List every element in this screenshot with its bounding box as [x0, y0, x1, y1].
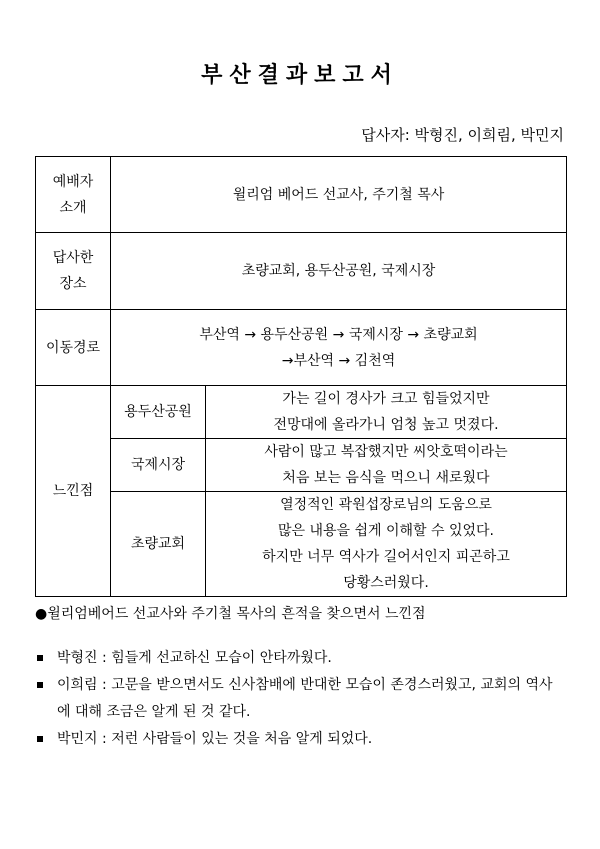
feeling-place: 용두산공원 [111, 386, 206, 439]
row-value-worshipper: 윌리엄 베어드 선교사, 주기철 목사 [111, 157, 567, 233]
feeling-line: 전망대에 올라가니 엄청 높고 멋졌다. [273, 417, 499, 433]
feeling-line: 가는 길이 경사가 크고 힘들었지만 [282, 391, 490, 407]
route-line: →부산역 → 김천역 [281, 352, 396, 369]
label-line: 소개 [59, 199, 87, 216]
reflection-list [35, 645, 565, 753]
feeling-text [206, 386, 567, 439]
route-line: 부산역 → 용두산공원 → 국제시장 → 초량교회 [199, 326, 478, 343]
square-bullet-icon [37, 736, 43, 742]
feeling-line: 처음 보는 음식을 먹으니 새로웠다 [282, 470, 490, 486]
feeling-text [206, 439, 567, 492]
list-item [35, 672, 565, 726]
row-value-route [111, 310, 567, 386]
feeling-line: 많은 내용을 쉽게 이해할 수 있었다. [277, 523, 495, 539]
row-label-worshipper [36, 157, 111, 233]
reflection-section [35, 603, 565, 753]
row-label-places [36, 233, 111, 310]
note-text: 박형진 : 힘들게 선교하신 모습이 안타까웠다. [57, 650, 332, 666]
feeling-text [206, 492, 567, 597]
feeling-line: 사람이 많고 복잡했지만 씨앗호떡이라는 [264, 444, 508, 460]
label-line: 예배자 [52, 173, 94, 190]
document-title: 부산결과보고서 [201, 63, 399, 88]
table-row [36, 233, 567, 310]
feeling-line: 열정적인 곽원섭장로님의 도움으로 [280, 497, 492, 513]
table-row [36, 492, 567, 597]
table-row [36, 157, 567, 233]
report-table [35, 156, 567, 597]
square-bullet-icon [37, 655, 43, 661]
authors-line: 답사자: 박형진, 이희림, 박민지 [361, 126, 564, 144]
row-value-places: 초량교회, 용두산공원, 국제시장 [111, 233, 567, 310]
note-text: 이희림 : 고문을 받으면서도 신사참배에 반대한 모습이 존경스러웠고, 교회의 역사에 대해 조금은 알게 된 것 같다. [57, 677, 553, 720]
table-row [36, 439, 567, 492]
feeling-place: 국제시장 [111, 439, 206, 492]
section-heading: ●윌리엄베어드 선교사와 주기철 목사의 흔적을 찾으면서 느낀점 [35, 606, 426, 622]
row-label-route: 이동경로 [36, 310, 111, 386]
feeling-place: 초량교회 [111, 492, 206, 597]
feeling-line: 하지만 너무 역사가 길어서인지 피곤하고 [262, 549, 510, 565]
note-text: 박민지 : 저런 사람들이 있는 것을 처음 알게 되었다. [57, 731, 373, 747]
label-line: 장소 [59, 276, 87, 292]
row-label-feelings: 느낀점 [36, 386, 111, 597]
table-row [36, 386, 567, 439]
list-item [35, 726, 565, 753]
feeling-line: 당황스러웠다. [343, 575, 429, 591]
label-line: 답사한 [52, 250, 94, 266]
table-row [36, 310, 567, 386]
list-item [35, 645, 565, 672]
square-bullet-icon [37, 682, 43, 688]
